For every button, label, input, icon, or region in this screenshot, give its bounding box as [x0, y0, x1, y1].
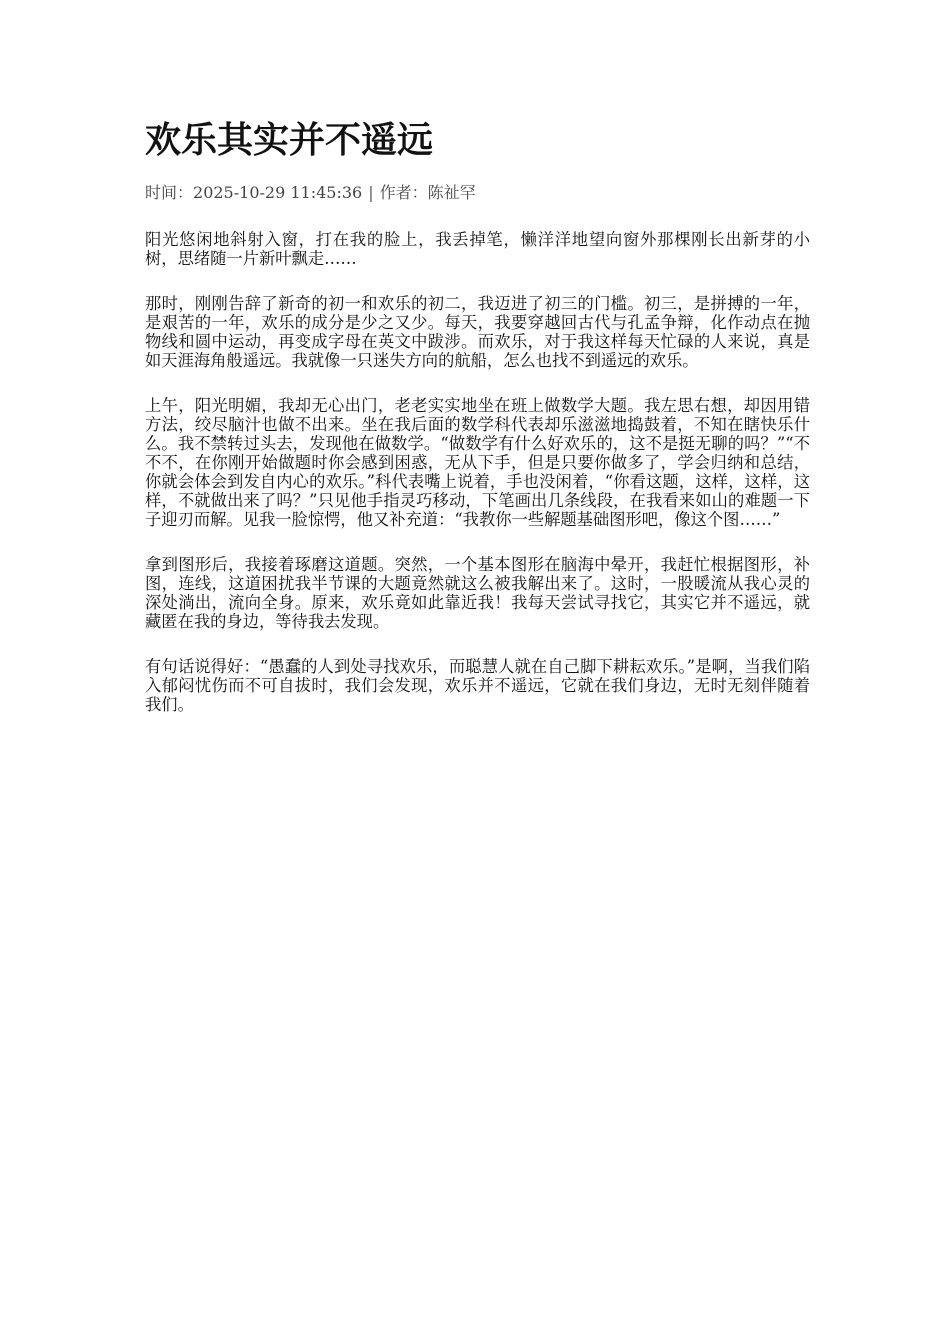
paragraph-1: 阳光悠闲地斜射入窗，打在我的脸上，我丢掉笔，懒洋洋地望向窗外那棵刚长出新芽的小树，思绪随一片新叶飘走…… — [145, 230, 810, 268]
time-value: 2025-10-29 11:45:36 — [193, 183, 363, 202]
article-body — [145, 230, 810, 714]
article — [145, 112, 810, 740]
paragraph-3: 上午，阳光明媚，我却无心出门，老老实实地坐在班上做数学大题。我左思右想，却因用错方法，绞尽脑汁也做不出来。坐在我后面的数学科代表却乐滋滋地捣鼓着，不知在瞎快乐什么。我不禁转过头去，发现他在做数学。“做数学有什么好欢乐的，这不是挺无聊的吗？”“不不不，在你刚开始做题时你会感到困惑，无从下手，但是只要你做多了，学会归纳和总结，你就会体会到发自内心的欢乐。”科代表嘴上说着，手也没闲着，“你看这题，这样，这样，这样，不就做出来了吗？”只见他手指灵巧移动，下笔画出几条线段，在我看来如山的难题一下子迎刃而解。见我一脸惊愕，他又补充道：“我教你一些解题基础图形吧，像这个图……” — [145, 396, 810, 529]
paragraph-5: 有句话说得好：“愚蠢的人到处寻找欢乐，而聪慧人就在自己脚下耕耘欢乐。”是啊，当我们陷入郁闷忧伤而不可自拔时，我们会发现，欢乐并不遥远，它就在我们身边，无时无刻伴随着我们。 — [145, 657, 810, 714]
paragraph-2: 那时，刚刚告辞了新奇的初一和欢乐的初二，我迈进了初三的门槛。初三，是拼搏的一年，是艰苦的一年，欢乐的成分是少之又少。每天，我要穿越回古代与孔孟争辩，化作动点在抛物线和圆中运动，再变成字母在英文中跋涉。而欢乐，对于我这样每天忙碌的人来说，真是如天涯海角般遥远。我就像一只迷失方向的航船，怎么也找不到遥远的欢乐。 — [145, 294, 810, 370]
author-value: 陈祉罕 — [427, 183, 476, 202]
paragraph-4: 拿到图形后，我接着琢磨这道题。突然，一个基本图形在脑海中晕开，我赶忙根据图形，补图，连线，这道困扰我半节课的大题竟然就这么被我解出来了。这时，一股暖流从我心灵的深处淌出，流向全身。原来，欢乐竟如此靠近我！我每天尝试寻找它，其实它并不遥远，就藏匿在我的身边，等待我去发现。 — [145, 555, 810, 631]
meta-separator: | — [368, 183, 374, 202]
article-title: 欢乐其实并不遥远 — [145, 119, 434, 161]
time-label: 时间： — [145, 183, 194, 202]
article-meta — [145, 182, 810, 204]
author-label: 作者： — [379, 183, 428, 202]
